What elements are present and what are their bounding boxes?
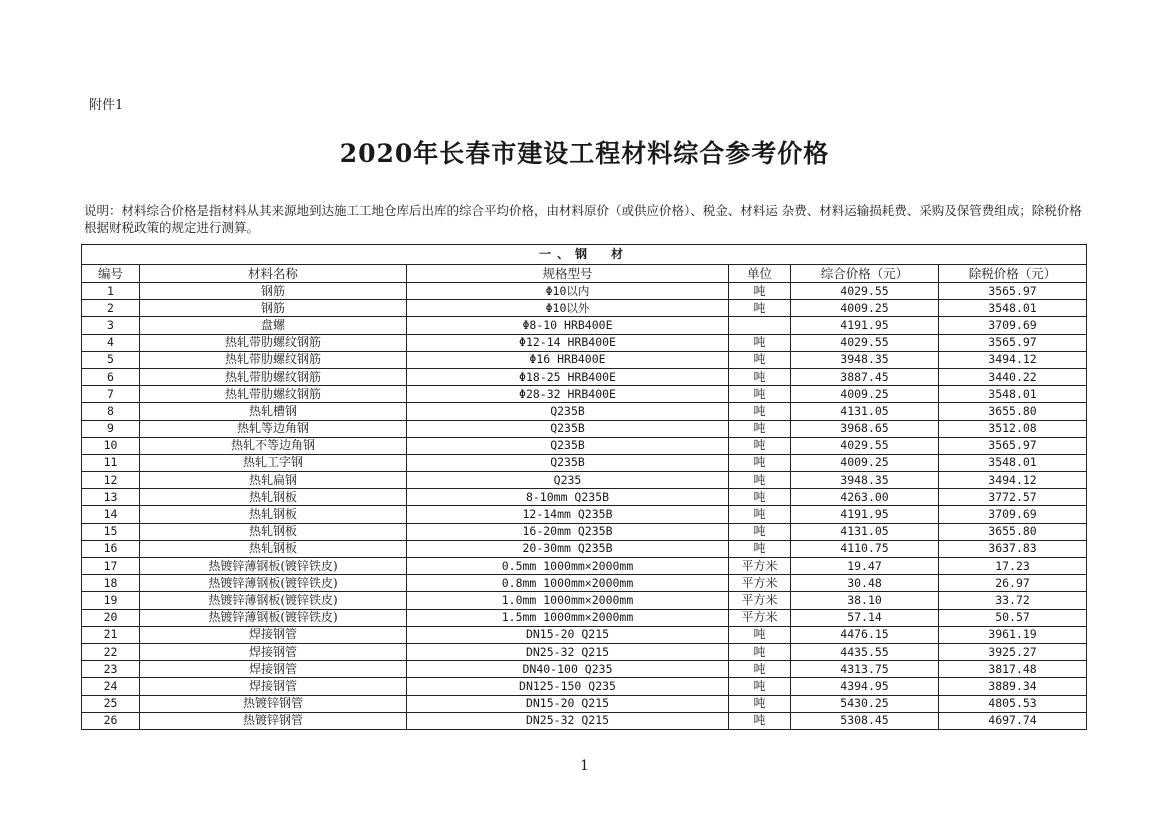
cell-number: 26 [82,712,140,729]
cell-unit: 吨 [729,368,791,385]
cell-number: 23 [82,661,140,678]
price-table [81,244,1087,730]
cell-spec: DN125-150 Q235 [407,678,729,695]
cell-pretax-price: 3961.19 [939,626,1087,643]
cell-unit: 吨 [729,626,791,643]
cell-material-name: 热轧带肋螺纹钢筋 [140,386,407,403]
cell-number: 10 [82,437,140,454]
cell-material-name: 热轧槽钢 [140,403,407,420]
cell-pretax-price: 3889.34 [939,678,1087,695]
cell-spec: 16-20mm Q235B [407,523,729,540]
table-row [82,300,1087,317]
cell-pretax-price: 3440.22 [939,368,1087,385]
cell-total-price: 3887.45 [791,368,939,385]
cell-material-name: 热镀锌薄钢板(镀锌铁皮) [140,609,407,626]
cell-pretax-price: 3709.69 [939,506,1087,523]
cell-pretax-price: 3772.57 [939,489,1087,506]
cell-total-price: 4110.75 [791,540,939,557]
cell-number: 18 [82,575,140,592]
cell-pretax-price: 17.23 [939,558,1087,575]
cell-unit: 吨 [729,420,791,437]
cell-pretax-price: 3548.01 [939,454,1087,471]
cell-unit: 平方米 [729,558,791,575]
cell-spec: Φ12-14 HRB400E [407,334,729,351]
table-row [82,351,1087,368]
cell-material-name: 焊接钢管 [140,643,407,660]
cell-spec: Q235 [407,472,729,489]
cell-spec: DN25-32 Q215 [407,643,729,660]
column-header-row [82,265,1087,283]
cell-material-name: 热轧不等边角钢 [140,437,407,454]
table-row [82,283,1087,300]
table-row [82,695,1087,712]
cell-spec: Φ10以内 [407,283,729,300]
table-row [82,472,1087,489]
cell-material-name: 热轧带肋螺纹钢筋 [140,368,407,385]
table-row [82,317,1087,334]
explanation-note: 说明：材料综合价格是指材料从其来源地到达施工工地仓库后出库的综合平均价格，由材料原价（或供应价格）、税金、材料运 杂费、材料运输损耗费、采购及保管费组成；除税价格根据财税政策的规定进行测算。 [84,203,1082,235]
cell-pretax-price: 3512.08 [939,420,1087,437]
cell-spec: DN15-20 Q215 [407,626,729,643]
cell-unit: 吨 [729,283,791,300]
cell-number: 15 [82,523,140,540]
cell-total-price: 3948.35 [791,351,939,368]
cell-pretax-price: 4805.53 [939,695,1087,712]
cell-material-name: 盘螺 [140,317,407,334]
cell-spec: 12-14mm Q235B [407,506,729,523]
cell-total-price: 4009.25 [791,386,939,403]
table-row [82,368,1087,385]
cell-material-name: 热镀锌薄钢板(镀锌铁皮) [140,592,407,609]
cell-material-name: 热镀锌钢管 [140,712,407,729]
cell-spec: Φ10以外 [407,300,729,317]
cell-pretax-price: 3565.97 [939,334,1087,351]
col-header-number: 编号 [82,265,140,283]
cell-material-name: 焊接钢管 [140,678,407,695]
cell-material-name: 热轧等边角钢 [140,420,407,437]
cell-unit: 吨 [729,334,791,351]
document-title: 2020年长春市建设工程材料综合参考价格 [339,139,830,168]
cell-pretax-price: 3925.27 [939,643,1087,660]
cell-number: 11 [82,454,140,471]
cell-unit: 吨 [729,678,791,695]
cell-number: 13 [82,489,140,506]
table-row [82,403,1087,420]
cell-spec: DN15-20 Q215 [407,695,729,712]
cell-total-price: 4131.05 [791,523,939,540]
cell-total-price: 38.10 [791,592,939,609]
cell-spec: Φ28-32 HRB400E [407,386,729,403]
cell-pretax-price: 3494.12 [939,351,1087,368]
cell-unit: 吨 [729,454,791,471]
cell-pretax-price: 26.97 [939,575,1087,592]
cell-spec: 0.5mm 1000mm×2000mm [407,558,729,575]
cell-pretax-price: 3494.12 [939,472,1087,489]
cell-material-name: 热轧钢板 [140,540,407,557]
cell-material-name: 热轧工字钢 [140,454,407,471]
cell-number: 6 [82,368,140,385]
cell-total-price: 3968.65 [791,420,939,437]
cell-spec: Q235B [407,403,729,420]
table-row [82,523,1087,540]
col-header-total-price: 综合价格（元） [791,265,939,283]
cell-pretax-price: 3817.48 [939,661,1087,678]
cell-number: 17 [82,558,140,575]
cell-number: 19 [82,592,140,609]
cell-unit: 吨 [729,300,791,317]
cell-pretax-price: 33.72 [939,592,1087,609]
cell-number: 24 [82,678,140,695]
col-header-material-name: 材料名称 [140,265,407,283]
cell-pretax-price: 4697.74 [939,712,1087,729]
cell-pretax-price: 3655.80 [939,403,1087,420]
cell-spec: 1.0mm 1000mm×2000mm [407,592,729,609]
cell-total-price: 4131.05 [791,403,939,420]
cell-total-price: 4394.95 [791,678,939,695]
cell-spec: 1.5mm 1000mm×2000mm [407,609,729,626]
table-row [82,643,1087,660]
cell-material-name: 热轧扁钢 [140,472,407,489]
col-header-spec: 规格型号 [407,265,729,283]
cell-number: 3 [82,317,140,334]
table-row [82,489,1087,506]
cell-pretax-price: 3709.69 [939,317,1087,334]
table-row [82,454,1087,471]
cell-number: 9 [82,420,140,437]
cell-unit: 吨 [729,523,791,540]
cell-pretax-price: 3548.01 [939,300,1087,317]
cell-total-price: 57.14 [791,609,939,626]
cell-number: 4 [82,334,140,351]
cell-pretax-price: 50.57 [939,609,1087,626]
cell-unit: 吨 [729,403,791,420]
cell-number: 22 [82,643,140,660]
table-row [82,609,1087,626]
cell-spec: DN25-32 Q215 [407,712,729,729]
cell-material-name: 热轧钢板 [140,523,407,540]
col-header-pretax-price: 除税价格（元） [939,265,1087,283]
table-row [82,540,1087,557]
cell-unit: 吨 [729,386,791,403]
table-row [82,437,1087,454]
cell-total-price: 4191.95 [791,317,939,334]
cell-unit: 吨 [729,437,791,454]
section-header-row [82,245,1087,265]
cell-unit: 吨 [729,540,791,557]
cell-pretax-price: 3655.80 [939,523,1087,540]
cell-spec: 0.8mm 1000mm×2000mm [407,575,729,592]
cell-total-price: 4029.55 [791,334,939,351]
cell-number: 21 [82,626,140,643]
page-number: 1 [580,758,589,774]
cell-total-price: 4263.00 [791,489,939,506]
cell-spec: Q235B [407,454,729,471]
table-row [82,386,1087,403]
section-title: 一、钢 材 [82,245,1087,265]
cell-number: 8 [82,403,140,420]
cell-unit: 平方米 [729,609,791,626]
cell-total-price: 30.48 [791,575,939,592]
cell-unit: 吨 [729,472,791,489]
cell-number: 2 [82,300,140,317]
cell-spec: DN40-100 Q235 [407,661,729,678]
cell-unit: 平方米 [729,575,791,592]
cell-spec: 20-30mm Q235B [407,540,729,557]
cell-unit: 吨 [729,643,791,660]
cell-material-name: 钢筋 [140,283,407,300]
cell-pretax-price: 3565.97 [939,283,1087,300]
cell-total-price: 4029.55 [791,437,939,454]
cell-pretax-price: 3548.01 [939,386,1087,403]
cell-total-price: 4009.25 [791,300,939,317]
cell-number: 1 [82,283,140,300]
cell-total-price: 4191.95 [791,506,939,523]
table-row [82,334,1087,351]
table-row [82,420,1087,437]
attachment-label: 附件1 [89,98,124,113]
cell-total-price: 4476.15 [791,626,939,643]
cell-material-name: 焊接钢管 [140,661,407,678]
cell-material-name: 热镀锌薄钢板(镀锌铁皮) [140,558,407,575]
cell-total-price: 4313.75 [791,661,939,678]
cell-number: 25 [82,695,140,712]
cell-spec: Φ16 HRB400E [407,351,729,368]
cell-total-price: 19.47 [791,558,939,575]
cell-material-name: 热轧钢板 [140,506,407,523]
cell-spec: Φ8-10 HRB400E [407,317,729,334]
cell-spec: Q235B [407,420,729,437]
cell-unit: 吨 [729,351,791,368]
table-row [82,626,1087,643]
cell-material-name: 钢筋 [140,300,407,317]
cell-number: 7 [82,386,140,403]
cell-material-name: 热轧钢板 [140,489,407,506]
cell-pretax-price: 3637.83 [939,540,1087,557]
cell-total-price: 3948.35 [791,472,939,489]
cell-material-name: 热轧带肋螺纹钢筋 [140,351,407,368]
cell-number: 5 [82,351,140,368]
cell-unit: 吨 [729,695,791,712]
cell-spec: Φ18-25 HRB400E [407,368,729,385]
cell-number: 20 [82,609,140,626]
cell-total-price: 4029.55 [791,283,939,300]
cell-total-price: 5430.25 [791,695,939,712]
cell-material-name: 热轧带肋螺纹钢筋 [140,334,407,351]
cell-number: 12 [82,472,140,489]
cell-spec: 8-10mm Q235B [407,489,729,506]
cell-unit: 吨 [729,506,791,523]
cell-total-price: 5308.45 [791,712,939,729]
cell-spec: Q235B [407,437,729,454]
cell-total-price: 4435.55 [791,643,939,660]
cell-material-name: 焊接钢管 [140,626,407,643]
cell-material-name: 热镀锌钢管 [140,695,407,712]
cell-unit: 吨 [729,712,791,729]
table-row [82,558,1087,575]
cell-pretax-price: 3565.97 [939,437,1087,454]
cell-number: 16 [82,540,140,557]
col-header-unit: 单位 [729,265,791,283]
cell-material-name: 热镀锌薄钢板(镀锌铁皮) [140,575,407,592]
table-row [82,661,1087,678]
cell-unit [729,317,791,334]
table-row [82,575,1087,592]
cell-total-price: 4009.25 [791,454,939,471]
cell-number: 14 [82,506,140,523]
cell-unit: 吨 [729,489,791,506]
cell-unit: 吨 [729,661,791,678]
table-row [82,678,1087,695]
table-row [82,592,1087,609]
table-row [82,506,1087,523]
table-row [82,712,1087,729]
cell-unit: 平方米 [729,592,791,609]
